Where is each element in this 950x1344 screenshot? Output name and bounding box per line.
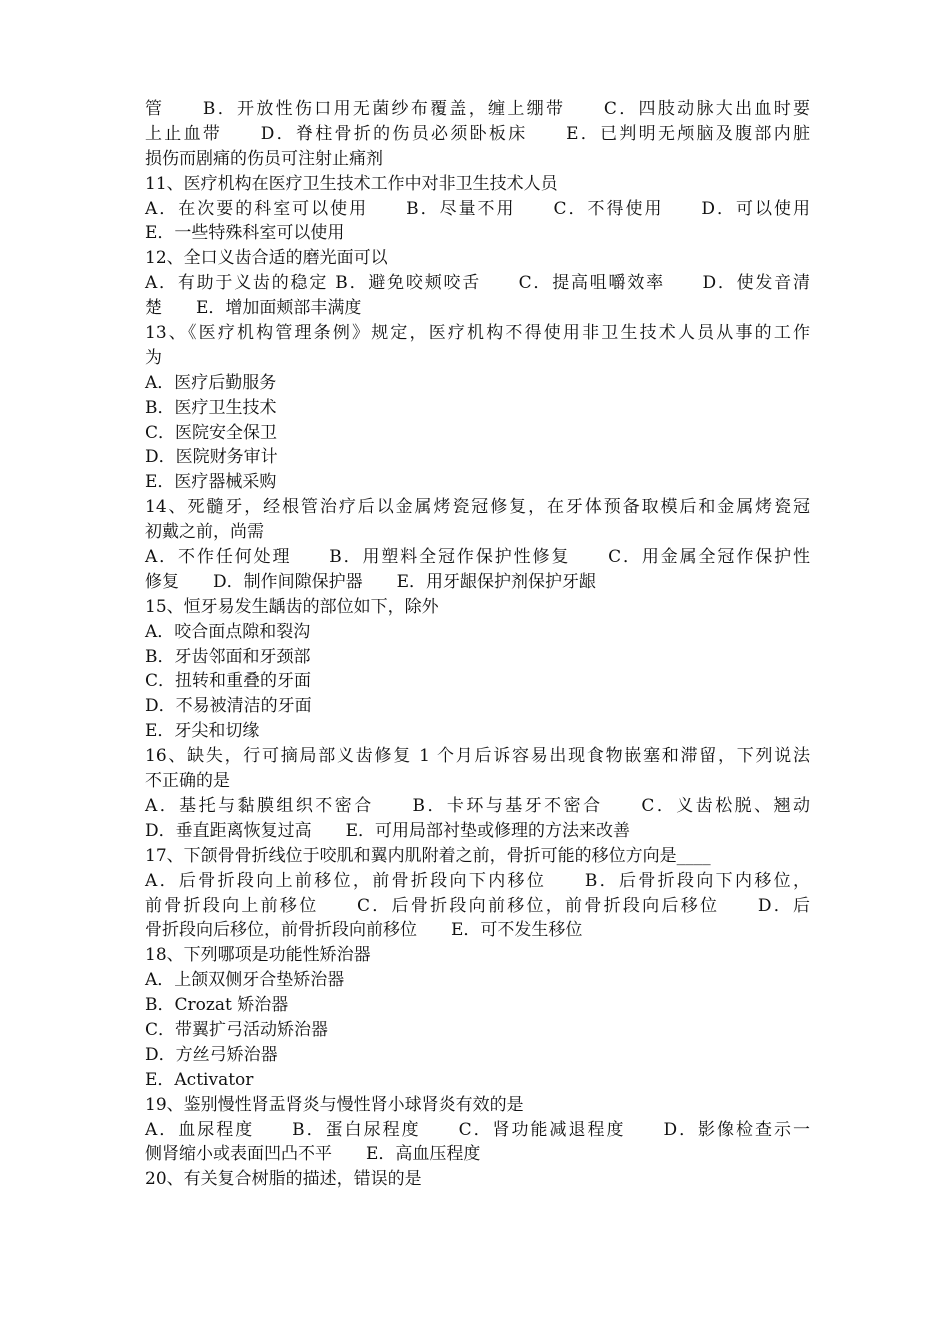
text-line: 14、死髓牙，经根管治疗后以金属烤瓷冠修复，在牙体预备取模后和金属烤瓷冠: [145, 497, 810, 518]
text-line: 17、下颌骨骨折线位于咬肌和翼内肌附着之前，骨折可能的移位方向是____: [145, 845, 711, 866]
text-line: 18、下列哪项是功能性矫治器: [145, 945, 371, 966]
text-line: B．Crozat 矫治器: [145, 995, 289, 1016]
text-line: 前骨折段向上前移位 C．后骨折段向前移位，前骨折段向后移位 D．后: [145, 895, 810, 916]
text-line: 为: [145, 347, 162, 368]
document-body: [145, 97, 810, 1192]
text-line: A．不作任何处理 B．用塑料全冠作保护性修复 C．用金属全冠作保护性: [145, 547, 810, 568]
text-line: 管 B．开放性伤口用无菌纱布覆盖，缠上绷带 C．四肢动脉大出血时要: [145, 99, 810, 119]
text-line: 骨折段向后移位，前骨折段向前移位 E．可不发生移位: [145, 920, 583, 941]
text-line: 不正确的是: [145, 771, 230, 792]
text-line: D．医院财务审计: [145, 447, 278, 468]
text-line: D．方丝弓矫治器: [145, 1044, 278, 1065]
text-line: A．医疗后勤服务: [145, 372, 277, 393]
text-line: 上止血带 D．脊柱骨折的伤员必须卧板床 E．已判明无颅脑及腹部内脏: [145, 123, 810, 144]
text-line: C．扭转和重叠的牙面: [145, 671, 312, 692]
text-line: 15、恒牙易发生龋齿的部位如下，除外: [145, 596, 439, 617]
text-line: A．基托与黏膜组织不密合 B．卡环与基牙不密合 C．义齿松脱、翘动: [145, 795, 810, 816]
text-line: E．医疗器械采购: [145, 472, 277, 493]
text-line: 19、鉴别慢性肾盂肾炎与慢性肾小球肾炎有效的是: [145, 1094, 524, 1115]
text-line: A．上颌双侧牙合垫矫治器: [145, 970, 345, 991]
text-line: A．血尿程度 B．蛋白尿程度 C．肾功能减退程度 D．影像检查示一: [145, 1119, 810, 1140]
text-line: 侧肾缩小或表面凹凸不平 E．高血压程度: [145, 1144, 481, 1165]
text-line: 修复 D．制作间隙保护器 E．用牙龈保护剂保护牙龈: [145, 571, 597, 592]
text-line: 20、有关复合树脂的描述，错误的是: [145, 1169, 422, 1190]
text-line: A．咬合面点隙和裂沟: [145, 621, 311, 642]
text-line: E．牙尖和切缘: [145, 721, 260, 742]
text-line: E．一些特殊科室可以使用: [145, 223, 345, 244]
text-line: C．医院安全保卫: [145, 422, 278, 443]
text-line: C．带翼扩弓活动矫治器: [145, 1019, 329, 1040]
text-line: 12、全口义齿合适的磨光面可以: [145, 248, 388, 269]
text-line: 损伤而剧痛的伤员可注射止痛剂: [145, 148, 383, 169]
text-line: A．有助于义齿的稳定 B．避免咬颊咬舌 C．提高咀嚼效率 D．使发音清: [145, 273, 810, 294]
text-line: A．后骨折段向上前移位，前骨折段向下内移位 B．后骨折段向下内移位，: [145, 870, 810, 891]
text-line: 11、医疗机构在医疗卫生技术工作中对非卫生技术人员: [145, 173, 558, 194]
text-line: 楚 E．增加面颊部丰满度: [145, 298, 362, 319]
text-line: B．牙齿邻面和牙颈部: [145, 646, 311, 667]
text-line: D．不易被清洁的牙面: [145, 696, 312, 717]
text-line: E．Activator: [145, 1069, 254, 1090]
text-line: 13、《医疗机构管理条例》规定，医疗机构不得使用非卫生技术人员从事的工作: [145, 323, 810, 344]
text-line: A．在次要的科室可以使用 B．尽量不用 C．不得使用 D．可以使用: [145, 198, 810, 219]
text-line: 初戴之前，尚需: [145, 522, 264, 543]
text-line: D．垂直距离恢复过高 E．可用局部衬垫或修理的方法来改善: [145, 820, 631, 841]
text-line: B．医疗卫生技术: [145, 397, 277, 418]
text-line: 16、缺失，行可摘局部义齿修复 1 个月后诉容易出现食物嵌塞和滞留，下列说法: [145, 746, 810, 767]
